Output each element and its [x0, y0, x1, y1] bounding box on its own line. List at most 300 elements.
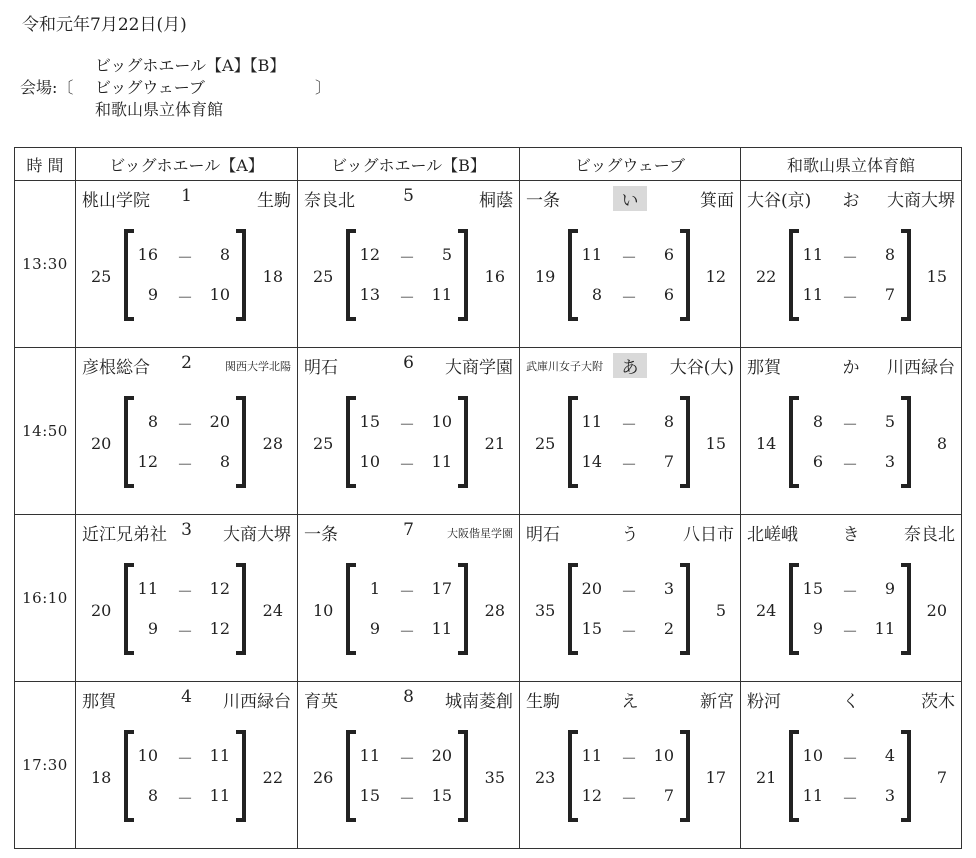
set-score-right: 8 [663, 412, 674, 431]
match-cell [76, 181, 298, 348]
total-score-right: 18 [262, 267, 283, 286]
court-header: ビッグホエール【A】 [76, 148, 298, 181]
total-score-right: 22 [262, 768, 283, 787]
match-number: く [842, 692, 860, 712]
set-score-second [136, 619, 234, 643]
score-dash: － [841, 582, 858, 601]
match-number: い [613, 186, 647, 211]
team-right: 関西大学北陽 [225, 360, 291, 373]
team-right: 川西緑台 [887, 358, 955, 378]
score-block [76, 396, 297, 492]
venue-item: 和歌山県立体育館 [95, 100, 224, 119]
set-score-first [580, 746, 678, 770]
set-score-left: 11 [137, 579, 158, 598]
score-dash: － [620, 248, 637, 267]
score-dash: － [176, 415, 193, 434]
bracket-left [346, 396, 356, 488]
match-cell [741, 682, 962, 849]
score-dash: － [398, 248, 415, 267]
team-left: 大谷(京) [747, 191, 812, 211]
team-left: 一条 [304, 525, 338, 545]
match-number: 7 [403, 520, 414, 540]
set-score-second [580, 786, 678, 810]
score-dash: － [620, 455, 637, 474]
team-left: 北嵯峨 [747, 525, 798, 545]
set-score-right: 5 [441, 245, 452, 264]
set-score-left: 15 [802, 579, 823, 598]
bracket-right [458, 730, 468, 822]
set-score-first [358, 245, 456, 269]
score-block [298, 396, 519, 492]
match-number: 2 [181, 353, 192, 373]
set-score-right: 11 [431, 619, 452, 638]
match-number: か [842, 358, 860, 378]
match-teams [520, 520, 740, 544]
score-dash: － [176, 248, 193, 267]
score-dash: － [841, 749, 858, 768]
match-cell [298, 348, 520, 515]
set-score-right: 12 [209, 579, 230, 598]
set-score-right: 3 [663, 579, 674, 598]
score-block [520, 730, 740, 826]
score-dash: － [398, 582, 415, 601]
team-left: 生駒 [526, 692, 560, 712]
total-score-right: 21 [484, 434, 505, 453]
total-score-left: 23 [535, 768, 556, 787]
team-left: 明石 [526, 525, 560, 545]
set-score-first [801, 579, 899, 603]
total-score-right: 28 [262, 434, 283, 453]
total-score-left: 25 [313, 434, 334, 453]
set-score-right: 20 [431, 746, 452, 765]
bracket-right [901, 229, 911, 321]
match-cell [741, 181, 962, 348]
set-score-second [358, 786, 456, 810]
match-number: う [621, 525, 639, 545]
bracket-right [680, 396, 690, 488]
set-score-right: 15 [431, 786, 452, 805]
team-left: 彦根総合 [82, 358, 150, 378]
match-cell [520, 181, 741, 348]
set-score-second [136, 285, 234, 309]
bracket-right [680, 563, 690, 655]
match-number: 6 [403, 353, 414, 373]
bracket-left [346, 730, 356, 822]
set-score-left: 16 [137, 245, 158, 264]
score-dash: － [176, 622, 193, 641]
total-score-right: 20 [926, 601, 947, 620]
match-cell [76, 515, 298, 682]
venue-label: 会場:〔 [20, 78, 74, 97]
match-cell [76, 348, 298, 515]
set-score-first [136, 245, 234, 269]
bracket-right [236, 730, 246, 822]
set-score-second [358, 285, 456, 309]
set-score-left: 14 [581, 452, 602, 471]
total-score-left: 20 [91, 434, 112, 453]
team-right: 茨木 [921, 692, 955, 712]
score-dash: － [398, 789, 415, 808]
match-cell [520, 348, 741, 515]
set-score-second [358, 619, 456, 643]
set-score-left: 10 [137, 746, 158, 765]
team-left: 那賀 [82, 692, 116, 712]
bracket-right [458, 563, 468, 655]
bracket-left [568, 396, 578, 488]
score-dash: － [398, 288, 415, 307]
set-score-left: 13 [359, 285, 380, 304]
score-block [741, 730, 961, 826]
set-score-right: 10 [431, 412, 452, 431]
set-score-first [580, 579, 678, 603]
score-block [76, 563, 297, 659]
score-dash: － [841, 288, 858, 307]
match-teams [520, 353, 740, 377]
team-right: 新宮 [700, 692, 734, 712]
bracket-right [458, 229, 468, 321]
match-cell [741, 348, 962, 515]
match-teams [298, 687, 519, 711]
match-cell [76, 682, 298, 849]
set-score-right: 2 [663, 619, 674, 638]
set-score-left: 10 [359, 452, 380, 471]
set-score-first [580, 412, 678, 436]
bracket-left [568, 563, 578, 655]
set-score-left: 11 [581, 412, 602, 431]
score-block [520, 563, 740, 659]
set-score-right: 11 [431, 285, 452, 304]
total-score-left: 20 [91, 601, 112, 620]
set-score-first [136, 579, 234, 603]
team-right: 大阪偕星学園 [447, 527, 513, 540]
score-block [520, 396, 740, 492]
score-dash: － [841, 789, 858, 808]
total-score-left: 21 [756, 768, 777, 787]
team-right: 桐蔭 [479, 191, 513, 211]
team-left: 一条 [526, 191, 560, 211]
set-score-right: 10 [209, 285, 230, 304]
total-score-right: 15 [705, 434, 726, 453]
set-score-left: 11 [802, 285, 823, 304]
set-score-right: 7 [663, 452, 674, 471]
match-number: き [842, 525, 860, 545]
set-score-first [801, 412, 899, 436]
bracket-right [236, 229, 246, 321]
set-score-left: 10 [802, 746, 823, 765]
team-left: 粉河 [747, 692, 781, 712]
score-dash: － [841, 455, 858, 474]
team-left: 育英 [304, 692, 338, 712]
bracket-left [789, 730, 799, 822]
bracket-right [680, 730, 690, 822]
set-score-first [136, 746, 234, 770]
set-score-left: 9 [147, 619, 158, 638]
set-score-first [580, 245, 678, 269]
score-dash: － [176, 749, 193, 768]
score-block [741, 396, 961, 492]
match-number: 8 [403, 687, 414, 707]
time-cell: 17:30 [15, 682, 76, 849]
set-score-left: 9 [369, 619, 380, 638]
set-score-left: 15 [359, 412, 380, 431]
set-score-right: 11 [874, 619, 895, 638]
set-score-left: 11 [359, 746, 380, 765]
match-cell [520, 515, 741, 682]
set-score-first [358, 746, 456, 770]
set-score-right: 11 [209, 786, 230, 805]
total-score-left: 24 [756, 601, 777, 620]
total-score-right: 7 [936, 768, 947, 787]
table-row [15, 181, 962, 348]
score-dash: － [176, 455, 193, 474]
total-score-left: 18 [91, 768, 112, 787]
bracket-left [124, 396, 134, 488]
set-score-right: 12 [209, 619, 230, 638]
venue-list [95, 55, 285, 121]
total-score-left: 25 [91, 267, 112, 286]
score-block [520, 229, 740, 325]
set-score-left: 11 [802, 245, 823, 264]
time-cell: 13:30 [15, 181, 76, 348]
total-score-left: 22 [756, 267, 777, 286]
set-score-right: 3 [884, 786, 895, 805]
set-score-left: 11 [581, 746, 602, 765]
set-score-right: 4 [884, 746, 895, 765]
match-teams [741, 687, 961, 711]
total-score-right: 17 [705, 768, 726, 787]
team-right: 奈良北 [904, 525, 955, 545]
set-score-left: 8 [147, 786, 158, 805]
set-score-second [801, 285, 899, 309]
score-dash: － [620, 288, 637, 307]
match-cell [298, 682, 520, 849]
set-score-left: 12 [137, 452, 158, 471]
set-score-second [136, 452, 234, 476]
document-date: 令和元年7月22日(月) [22, 15, 187, 35]
header-row [15, 148, 962, 181]
match-teams [520, 687, 740, 711]
set-score-right: 6 [663, 285, 674, 304]
set-score-first [801, 245, 899, 269]
total-score-right: 16 [484, 267, 505, 286]
score-block [298, 730, 519, 826]
set-score-second [801, 452, 899, 476]
set-score-left: 15 [581, 619, 602, 638]
total-score-left: 10 [313, 601, 334, 620]
set-score-left: 1 [369, 579, 380, 598]
set-score-left: 8 [591, 285, 602, 304]
set-score-second [580, 452, 678, 476]
set-score-first [358, 579, 456, 603]
bracket-left [346, 229, 356, 321]
set-score-left: 9 [812, 619, 823, 638]
bracket-left [568, 730, 578, 822]
match-cell [298, 181, 520, 348]
schedule-table [14, 147, 962, 849]
match-number: 4 [181, 687, 192, 707]
set-score-second [580, 285, 678, 309]
total-score-left: 14 [756, 434, 777, 453]
set-score-right: 10 [653, 746, 674, 765]
set-score-right: 17 [431, 579, 452, 598]
set-score-right: 6 [663, 245, 674, 264]
set-score-left: 11 [581, 245, 602, 264]
bracket-right [680, 229, 690, 321]
set-score-left: 8 [147, 412, 158, 431]
total-score-left: 19 [535, 267, 556, 286]
set-score-second [801, 619, 899, 643]
bracket-right [236, 396, 246, 488]
team-right: 大商大堺 [887, 191, 955, 211]
score-block [298, 229, 519, 325]
bracket-left [789, 229, 799, 321]
score-dash: － [620, 582, 637, 601]
set-score-left: 9 [147, 285, 158, 304]
set-score-right: 8 [219, 245, 230, 264]
team-left: 近江兄弟社 [82, 525, 167, 545]
match-cell [298, 515, 520, 682]
score-block [76, 229, 297, 325]
team-right: 箕面 [700, 191, 734, 211]
set-score-left: 11 [802, 786, 823, 805]
score-dash: － [398, 415, 415, 434]
team-right: 大谷(大) [669, 358, 734, 378]
match-number: 1 [181, 186, 192, 206]
team-left: 奈良北 [304, 191, 355, 211]
match-teams [298, 353, 519, 377]
match-teams [76, 687, 297, 711]
team-right: 川西緑台 [223, 692, 291, 712]
match-teams [76, 353, 297, 377]
venue-item: ビッグホエール【A】【B】 [95, 56, 286, 75]
total-score-right: 35 [484, 768, 505, 787]
score-dash: － [841, 622, 858, 641]
set-score-first [136, 412, 234, 436]
court-header: ビッグホエール【B】 [298, 148, 520, 181]
table-row [15, 348, 962, 515]
team-right: 大商大堺 [223, 525, 291, 545]
set-score-right: 11 [431, 452, 452, 471]
team-right: 八日市 [683, 525, 734, 545]
match-teams [76, 186, 297, 210]
match-number: 5 [403, 186, 414, 206]
match-cell [741, 515, 962, 682]
set-score-first [358, 412, 456, 436]
set-score-first [801, 746, 899, 770]
score-dash: － [620, 789, 637, 808]
set-score-right: 7 [884, 285, 895, 304]
total-score-right: 15 [926, 267, 947, 286]
bracket-left [124, 563, 134, 655]
set-score-left: 12 [359, 245, 380, 264]
set-score-right: 7 [663, 786, 674, 805]
bracket-left [568, 229, 578, 321]
set-score-second [136, 786, 234, 810]
total-score-left: 25 [313, 267, 334, 286]
bracket-right [901, 563, 911, 655]
score-dash: － [398, 749, 415, 768]
total-score-right: 5 [715, 601, 726, 620]
match-teams [741, 186, 961, 210]
set-score-second [580, 619, 678, 643]
time-cell: 16:10 [15, 515, 76, 682]
match-number: あ [613, 353, 647, 378]
set-score-left: 6 [812, 452, 823, 471]
court-header: 和歌山県立体育館 [741, 148, 962, 181]
set-score-right: 9 [884, 579, 895, 598]
bracket-right [236, 563, 246, 655]
set-score-left: 12 [581, 786, 602, 805]
set-score-second [358, 452, 456, 476]
team-left: 武庫川女子大附 [526, 360, 603, 373]
match-number: え [621, 692, 639, 712]
set-score-right: 3 [884, 452, 895, 471]
venue-bracket-close: 〕 [315, 78, 332, 97]
set-score-left: 15 [359, 786, 380, 805]
total-score-left: 25 [535, 434, 556, 453]
court-header: ビッグウェーブ [520, 148, 741, 181]
bracket-left [789, 396, 799, 488]
venue-item: ビッグウェーブ [95, 78, 205, 97]
match-teams [76, 520, 297, 544]
score-block [298, 563, 519, 659]
set-score-right: 8 [219, 452, 230, 471]
table-row [15, 682, 962, 849]
score-dash: － [176, 582, 193, 601]
set-score-right: 8 [884, 245, 895, 264]
team-left: 桃山学院 [82, 191, 150, 211]
set-score-left: 20 [581, 579, 602, 598]
match-teams [741, 520, 961, 544]
match-number: 3 [181, 520, 192, 540]
bracket-right [458, 396, 468, 488]
bracket-right [901, 730, 911, 822]
match-number: お [842, 191, 860, 211]
score-dash: － [176, 789, 193, 808]
match-teams [298, 186, 519, 210]
score-dash: － [176, 288, 193, 307]
score-dash: － [841, 248, 858, 267]
team-right: 大商学園 [445, 358, 513, 378]
match-cell [520, 682, 741, 849]
team-right: 城南菱創 [445, 692, 513, 712]
total-score-right: 8 [936, 434, 947, 453]
score-block [741, 563, 961, 659]
set-score-left: 8 [812, 412, 823, 431]
score-dash: － [398, 622, 415, 641]
score-dash: － [398, 455, 415, 474]
bracket-left [124, 229, 134, 321]
total-score-left: 26 [313, 768, 334, 787]
score-dash: － [620, 749, 637, 768]
set-score-right: 11 [209, 746, 230, 765]
time-cell: 14:50 [15, 348, 76, 515]
match-teams [520, 186, 740, 210]
score-block [741, 229, 961, 325]
set-score-right: 20 [209, 412, 230, 431]
bracket-left [789, 563, 799, 655]
total-score-right: 28 [484, 601, 505, 620]
team-right: 生駒 [257, 191, 291, 211]
bracket-left [346, 563, 356, 655]
team-left: 那賀 [747, 358, 781, 378]
total-score-right: 12 [705, 267, 726, 286]
team-left: 明石 [304, 358, 338, 378]
time-header: 時 間 [15, 148, 76, 181]
score-block [76, 730, 297, 826]
score-dash: － [620, 415, 637, 434]
match-teams [741, 353, 961, 377]
